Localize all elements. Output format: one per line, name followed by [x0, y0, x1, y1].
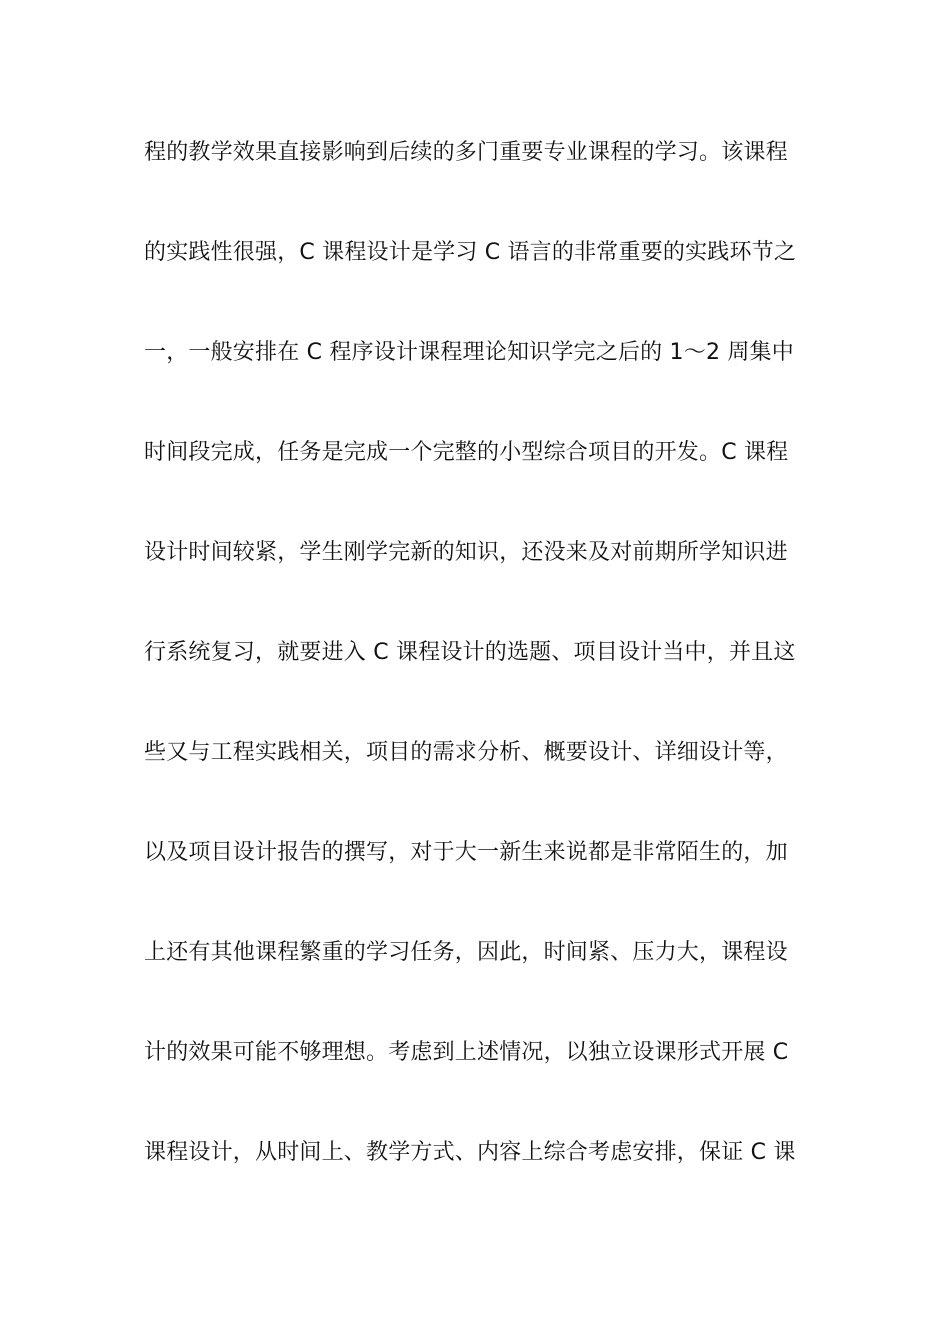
text-line-8: 以及项目设计报告的撰写，对于大一新生来说都是非常陌生的，加: [144, 840, 788, 865]
text-line-2: 的实践性很强，C 课程设计是学习 C 语言的非常重要的实践环节之: [144, 240, 797, 265]
text-line-4: 时间段完成，任务是完成一个完整的小型综合项目的开发。C 课程: [144, 440, 789, 465]
text-line-5: 设计时间较紧，学生刚学完新的知识，还没来及对前期所学知识进: [144, 540, 788, 565]
text-line-11: 课程设计，从时间上、教学方式、内容上综合考虑安排，保证 C 课: [144, 1140, 796, 1165]
text-line-9: 上还有其他课程繁重的学习任务，因此，时间紧、压力大，课程设: [144, 940, 788, 965]
text-line-10: 计的效果可能不够理想。考虑到上述情况，以独立设课形式开展 C: [144, 1040, 789, 1065]
text-line-6: 行系统复习，就要进入 C 课程设计的选题、项目设计当中，并且这: [144, 640, 796, 665]
body-text: [144, 130, 808, 1230]
text-line-3: 一，一般安排在 C 程序设计课程理论知识学完之后的 1～2 周集中: [144, 340, 794, 365]
text-line-1: 程的教学效果直接影响到后续的多门重要专业课程的学习。该课程: [144, 140, 788, 165]
text-line-7: 些又与工程实践相关，项目的需求分析、概要设计、详细设计等，: [144, 740, 788, 765]
